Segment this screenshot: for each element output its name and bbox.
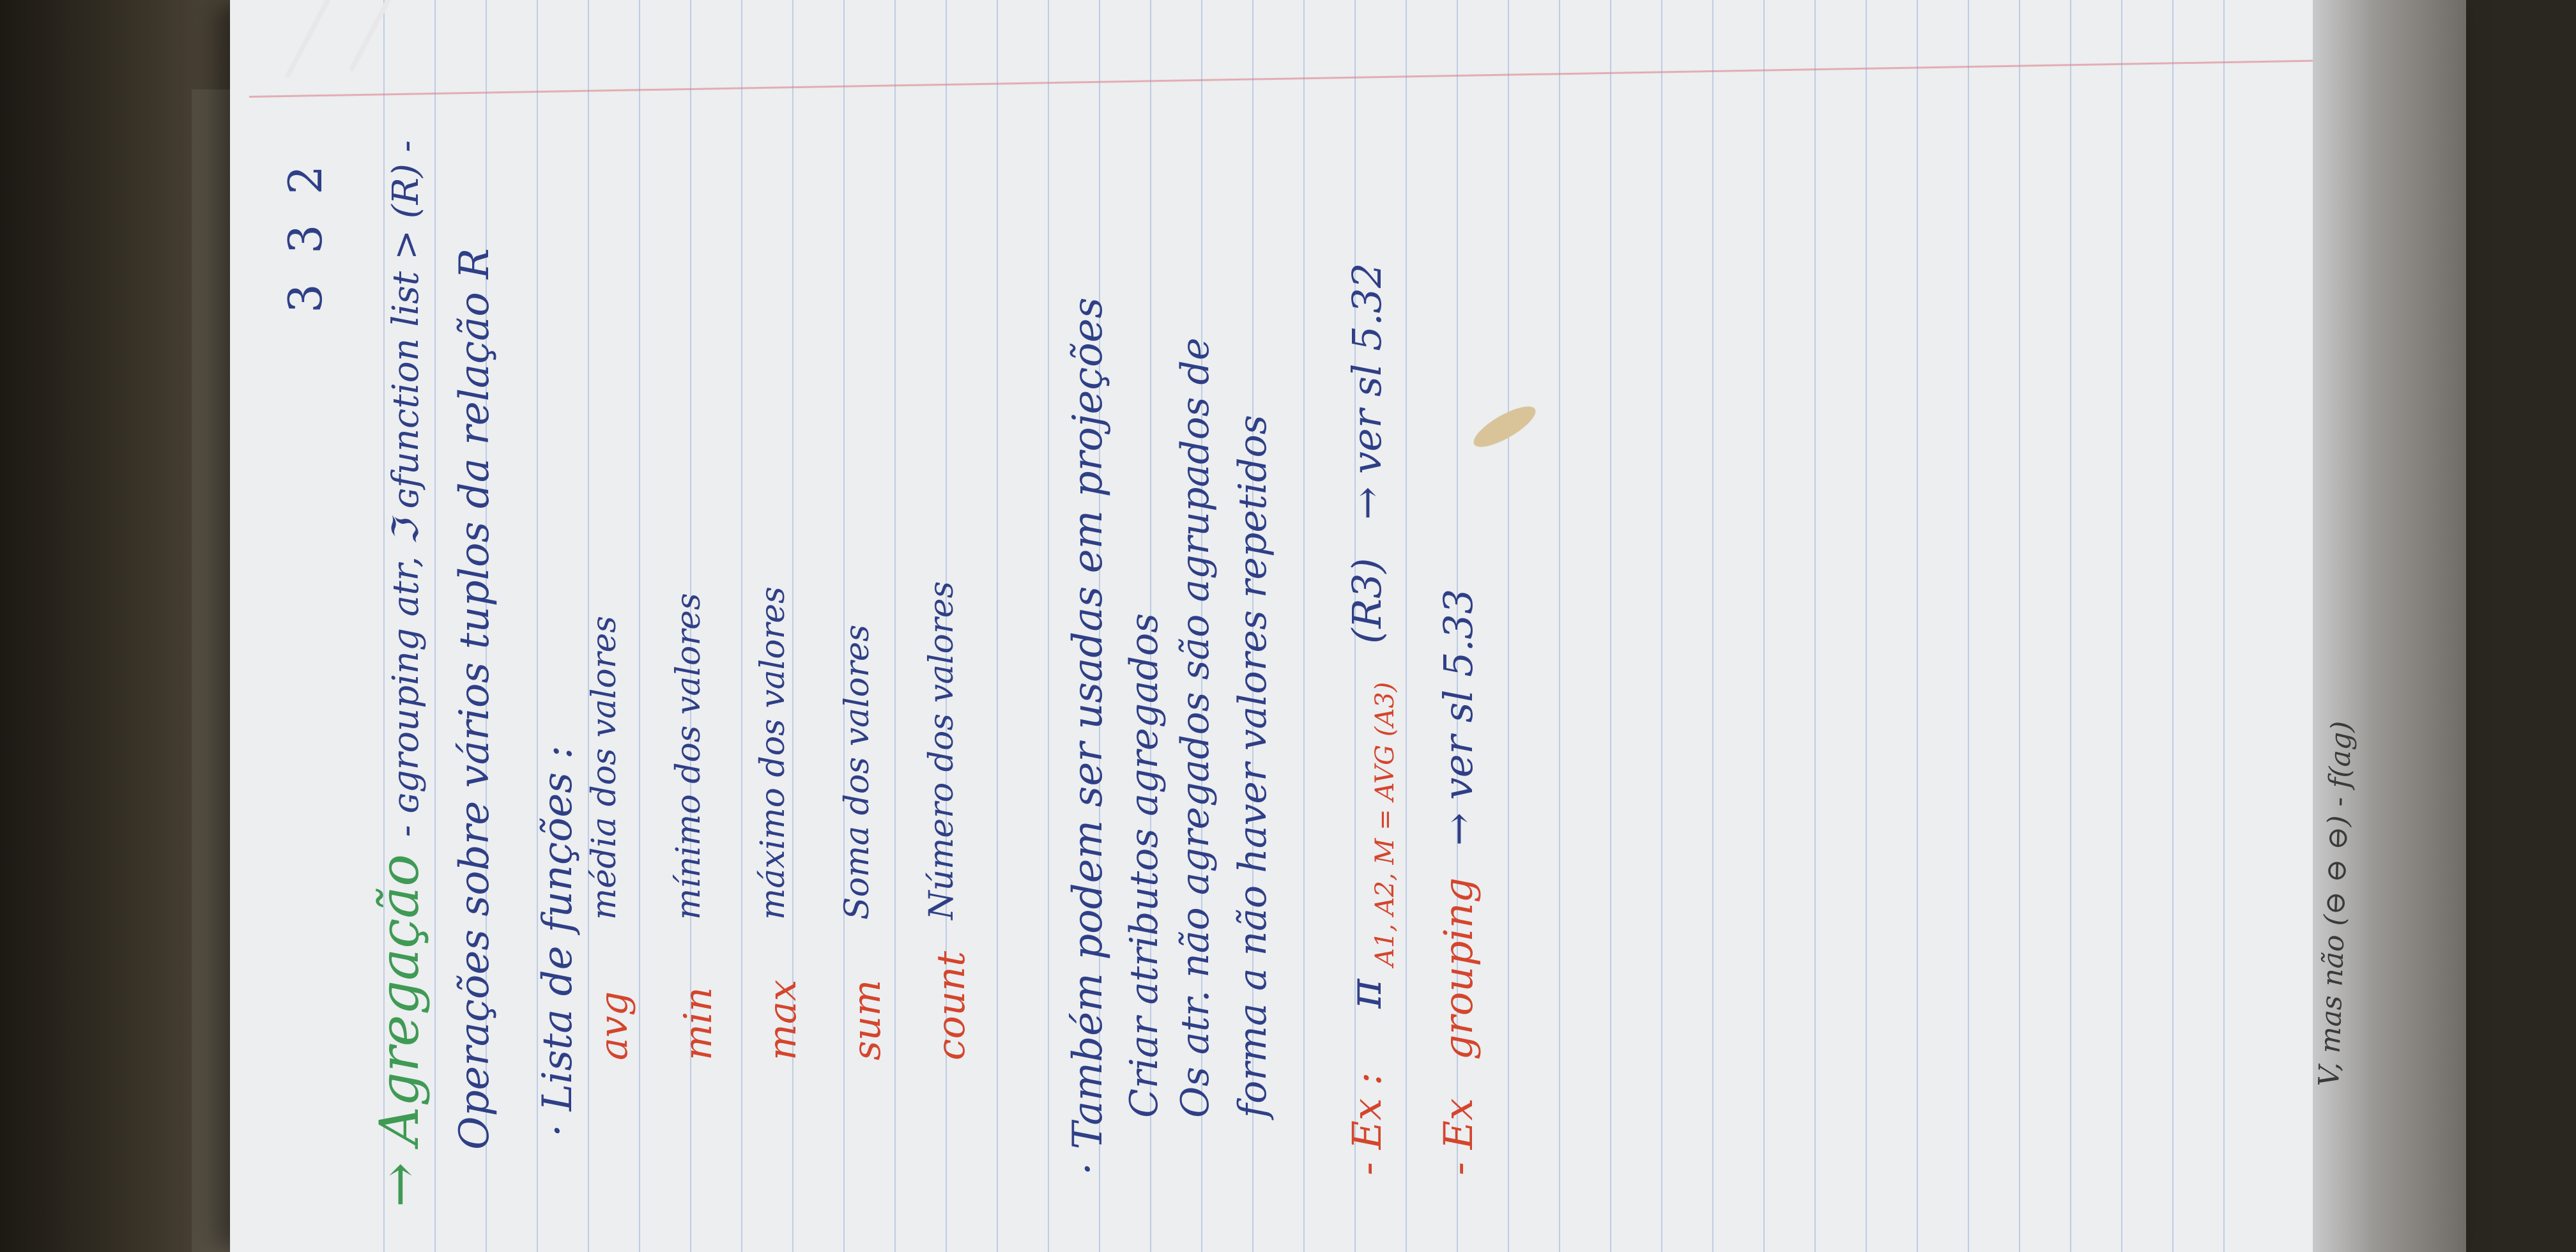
- function-name: avg: [592, 991, 636, 1060]
- example-prefix: - Ex: [1435, 1098, 1482, 1175]
- relation-arg: (R3): [1344, 558, 1390, 644]
- slide-reference: → ver sl 5.32: [1344, 263, 1390, 520]
- paragraph-line: forma a não haver valores repetidos: [1230, 415, 1275, 1118]
- paragraph-line: Os atr. não agregados são agrupados de: [1173, 337, 1218, 1118]
- function-list-label: · Lista de funções :: [534, 745, 581, 1137]
- example-2: [1435, 589, 1482, 1175]
- function-desc: média dos valores: [585, 616, 624, 920]
- paragraph-line: Criar atributos agregados: [1122, 613, 1167, 1118]
- function-desc: máximo dos valores: [754, 586, 792, 920]
- heading-arrow: →: [368, 1162, 431, 1207]
- heading-title: Agregação: [368, 854, 431, 1145]
- function-name: max: [760, 979, 805, 1060]
- example-prefix: - Ex :: [1344, 1072, 1390, 1175]
- heading-subtitle: - ɢgrouping atr, ℑ ɢfunction list > (R) -: [385, 140, 427, 837]
- page-number: 3 3 2: [279, 157, 332, 313]
- function-desc: mínimo dos valores: [670, 593, 708, 920]
- projection-symbol: π: [1339, 979, 1392, 1009]
- handwritten-notes: [234, 0, 2342, 1252]
- projection-subscript: A1, A2, M = AVG (A3): [1370, 682, 1400, 967]
- slide-reference: → ver sl 5.33: [1435, 588, 1482, 846]
- function-name: min: [676, 987, 721, 1060]
- intro-line: Operações sobre vários tuplos da relação R: [451, 248, 498, 1150]
- edge-note: V, mas não (⊖ ⊖ ⊖) - f(ag): [2313, 720, 2358, 1087]
- example-1: [1339, 263, 1400, 1175]
- function-name: sum: [845, 979, 889, 1060]
- function-desc: Número dos valores: [923, 581, 961, 920]
- heading: [368, 140, 431, 1207]
- example-word: grouping: [1435, 877, 1482, 1060]
- function-desc: Soma dos valores: [838, 624, 877, 920]
- paragraph-line: · Também podem ser usadas em projeções: [1064, 297, 1112, 1175]
- function-name: count: [929, 950, 974, 1060]
